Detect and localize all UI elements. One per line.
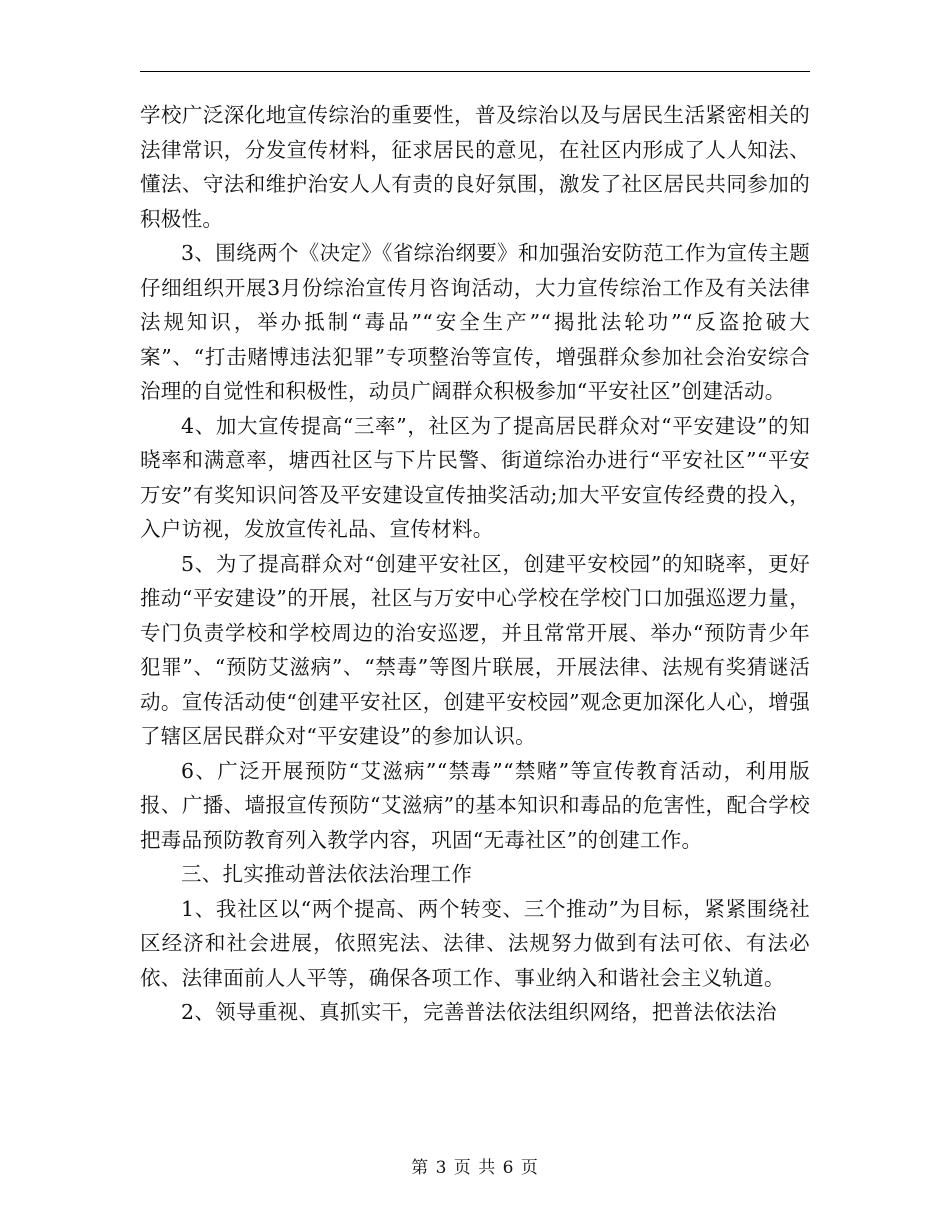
paragraph-item-3: 3、围绕两个《决定》《省综治纲要》和加强治安防范工作为宣传主题仔细组织开展3月份综治宣传月咨询活动，大力宣传综治工作及有关法律法规知识，举办抵制“毒品”“安全生产”“揭批法轮功”“反盗抢破大案”、“打击赌博违法犯罪”专项整治等宣传，增强群众参加社会治安综合治理的自觉性和积极性，动员广阔群众积极参加“平安社区”创建活动。 — [140, 241, 810, 403]
header-rule — [140, 71, 810, 72]
page-number-footer: 第 3 页 共 6 页 — [411, 1158, 539, 1178]
paragraph-item-5: 5、为了提高群众对“创建平安社区，创建平安校园”的知晓率，更好推动“平安建设”的开展，社区与万安中心学校在学校门口加强巡逻力量，专门负责学校和学校周边的治安巡逻，并且常常开展、举办“预防青少年犯罪”、“预防艾滋病”、“禁毒”等图片联展，开展法律、法规有奖猜谜活动。宣传活动使“创建平安社区，创建平安校园”观念更加深化人心，增强了辖区居民群众对“平安建设”的参加认识。 — [140, 551, 810, 748]
paragraph-item-4: 4、加大宣传提高“三率”，社区为了提高居民群众对“平安建设”的知晓率和满意率，塘西社区与下片民警、街道综治办进行“平安社区”“平安万安”有奖知识问答及平安建设宣传抽奖活动;加大平安宣传经费的投入，入户访视，发放宣传礼品、宣传材料。 — [140, 413, 810, 541]
paragraph-section3-item-1: 1、我社区以“两个提高、两个转变、三个推动”为目标，紧紧围绕社区经济和社会进展，依照宪法、法律、法规努力做到有法可依、有法必依、法律面前人人平等，确保各项工作、事业纳入和谐社会主义轨道。 — [140, 896, 810, 990]
section-heading: 三、扎实推动普法依法治理工作 — [181, 862, 473, 886]
paragraph-section3-item-2: 2、领导重视、真抓实干，完善普法依法组织网络，把普法依法治 — [181, 1000, 777, 1024]
paragraph-continuation: 学校广泛深化地宣传综治的重要性，普及综治以及与居民生活紧密相关的法律常识，分发宣传材料，征求居民的意见，在社区内形成了人人知法、懂法、守法和维护治安人人有责的良好氛围，激发了社区居民共同参加的积极性。 — [140, 103, 810, 231]
paragraph-item-6: 6、广泛开展预防“艾滋病”“禁毒”“禁赌”等宣传教育活动，利用版报、广播、墙报宣传预防“艾滋病”的基本知识和毒品的危害性，配合学校把毒品预防教育列入教学内容，巩固“无毒社区”的创建工作。 — [140, 758, 810, 852]
document-body — [140, 98, 810, 1030]
